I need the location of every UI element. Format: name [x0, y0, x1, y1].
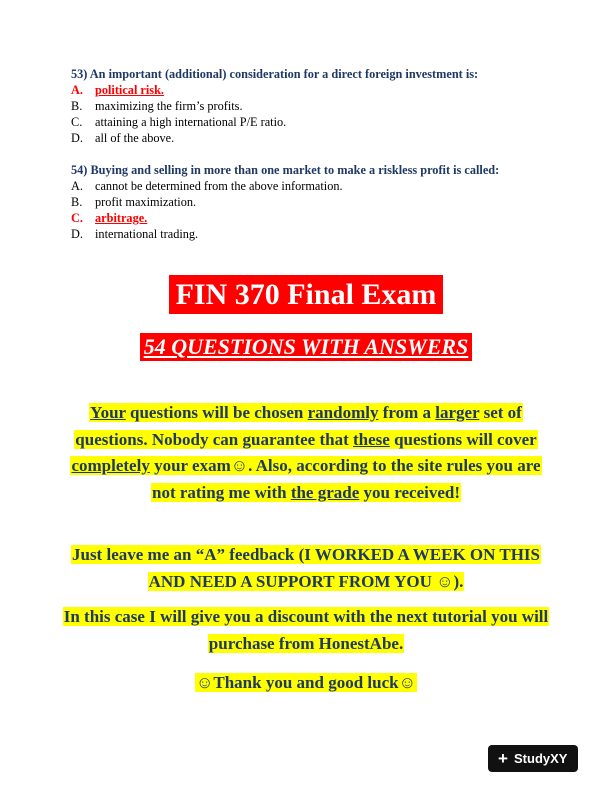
q53-option-c: C. attaining a high international P/E ratio. — [71, 115, 287, 129]
question-53 — [71, 66, 571, 146]
q54-option-d: D. international trading. — [71, 227, 199, 241]
plus-icon: + — [498, 748, 508, 768]
exam-subtitle: 54 QUESTIONS WITH ANSWERS — [140, 333, 473, 361]
studyxy-logo — [488, 745, 578, 772]
logo-text: StudyXY — [514, 751, 568, 766]
exam-title-banner — [0, 275, 612, 314]
q53-option-a: A. political risk. — [71, 83, 165, 97]
exam-subtitle-banner — [0, 333, 612, 361]
exam-title: FIN 370 Final Exam — [169, 275, 444, 314]
question-53-text: 53) An important (additional) consideration for a direct foreign investment is: — [71, 67, 479, 81]
promo-paragraph-2: Just leave me an “A” feedback (I WORKED A WEEK ON THIS AND NEED A SUPPORT FROM YOU ☺). — [71, 545, 541, 591]
q53-option-d: D. all of the above. — [71, 131, 175, 145]
q54-option-a: A. cannot be determined from the above information. — [71, 179, 343, 193]
promo-closing-line: ☺Thank you and good luck☺ — [196, 673, 416, 692]
promo-paragraph-1: Your questions will be chosen randomly from a larger set of questions. Nobody can guarantee that these questions will cover completely your exam☺. Also, according to the site rules you are not rating me with the grade you received! — [71, 403, 541, 502]
promo-paragraph-3: In this case I will give you a discount with the next tutorial you will purchase from HonestAbe. — [63, 607, 549, 653]
question-54 — [71, 162, 571, 242]
q54-option-b: B. profit maximization. — [71, 195, 197, 209]
q54-option-c: C. arbitrage. — [71, 211, 148, 225]
q53-option-b: B. maximizing the firm’s profits. — [71, 99, 243, 113]
question-54-text: 54) Buying and selling in more than one market to make a riskless profit is called: — [71, 163, 500, 177]
